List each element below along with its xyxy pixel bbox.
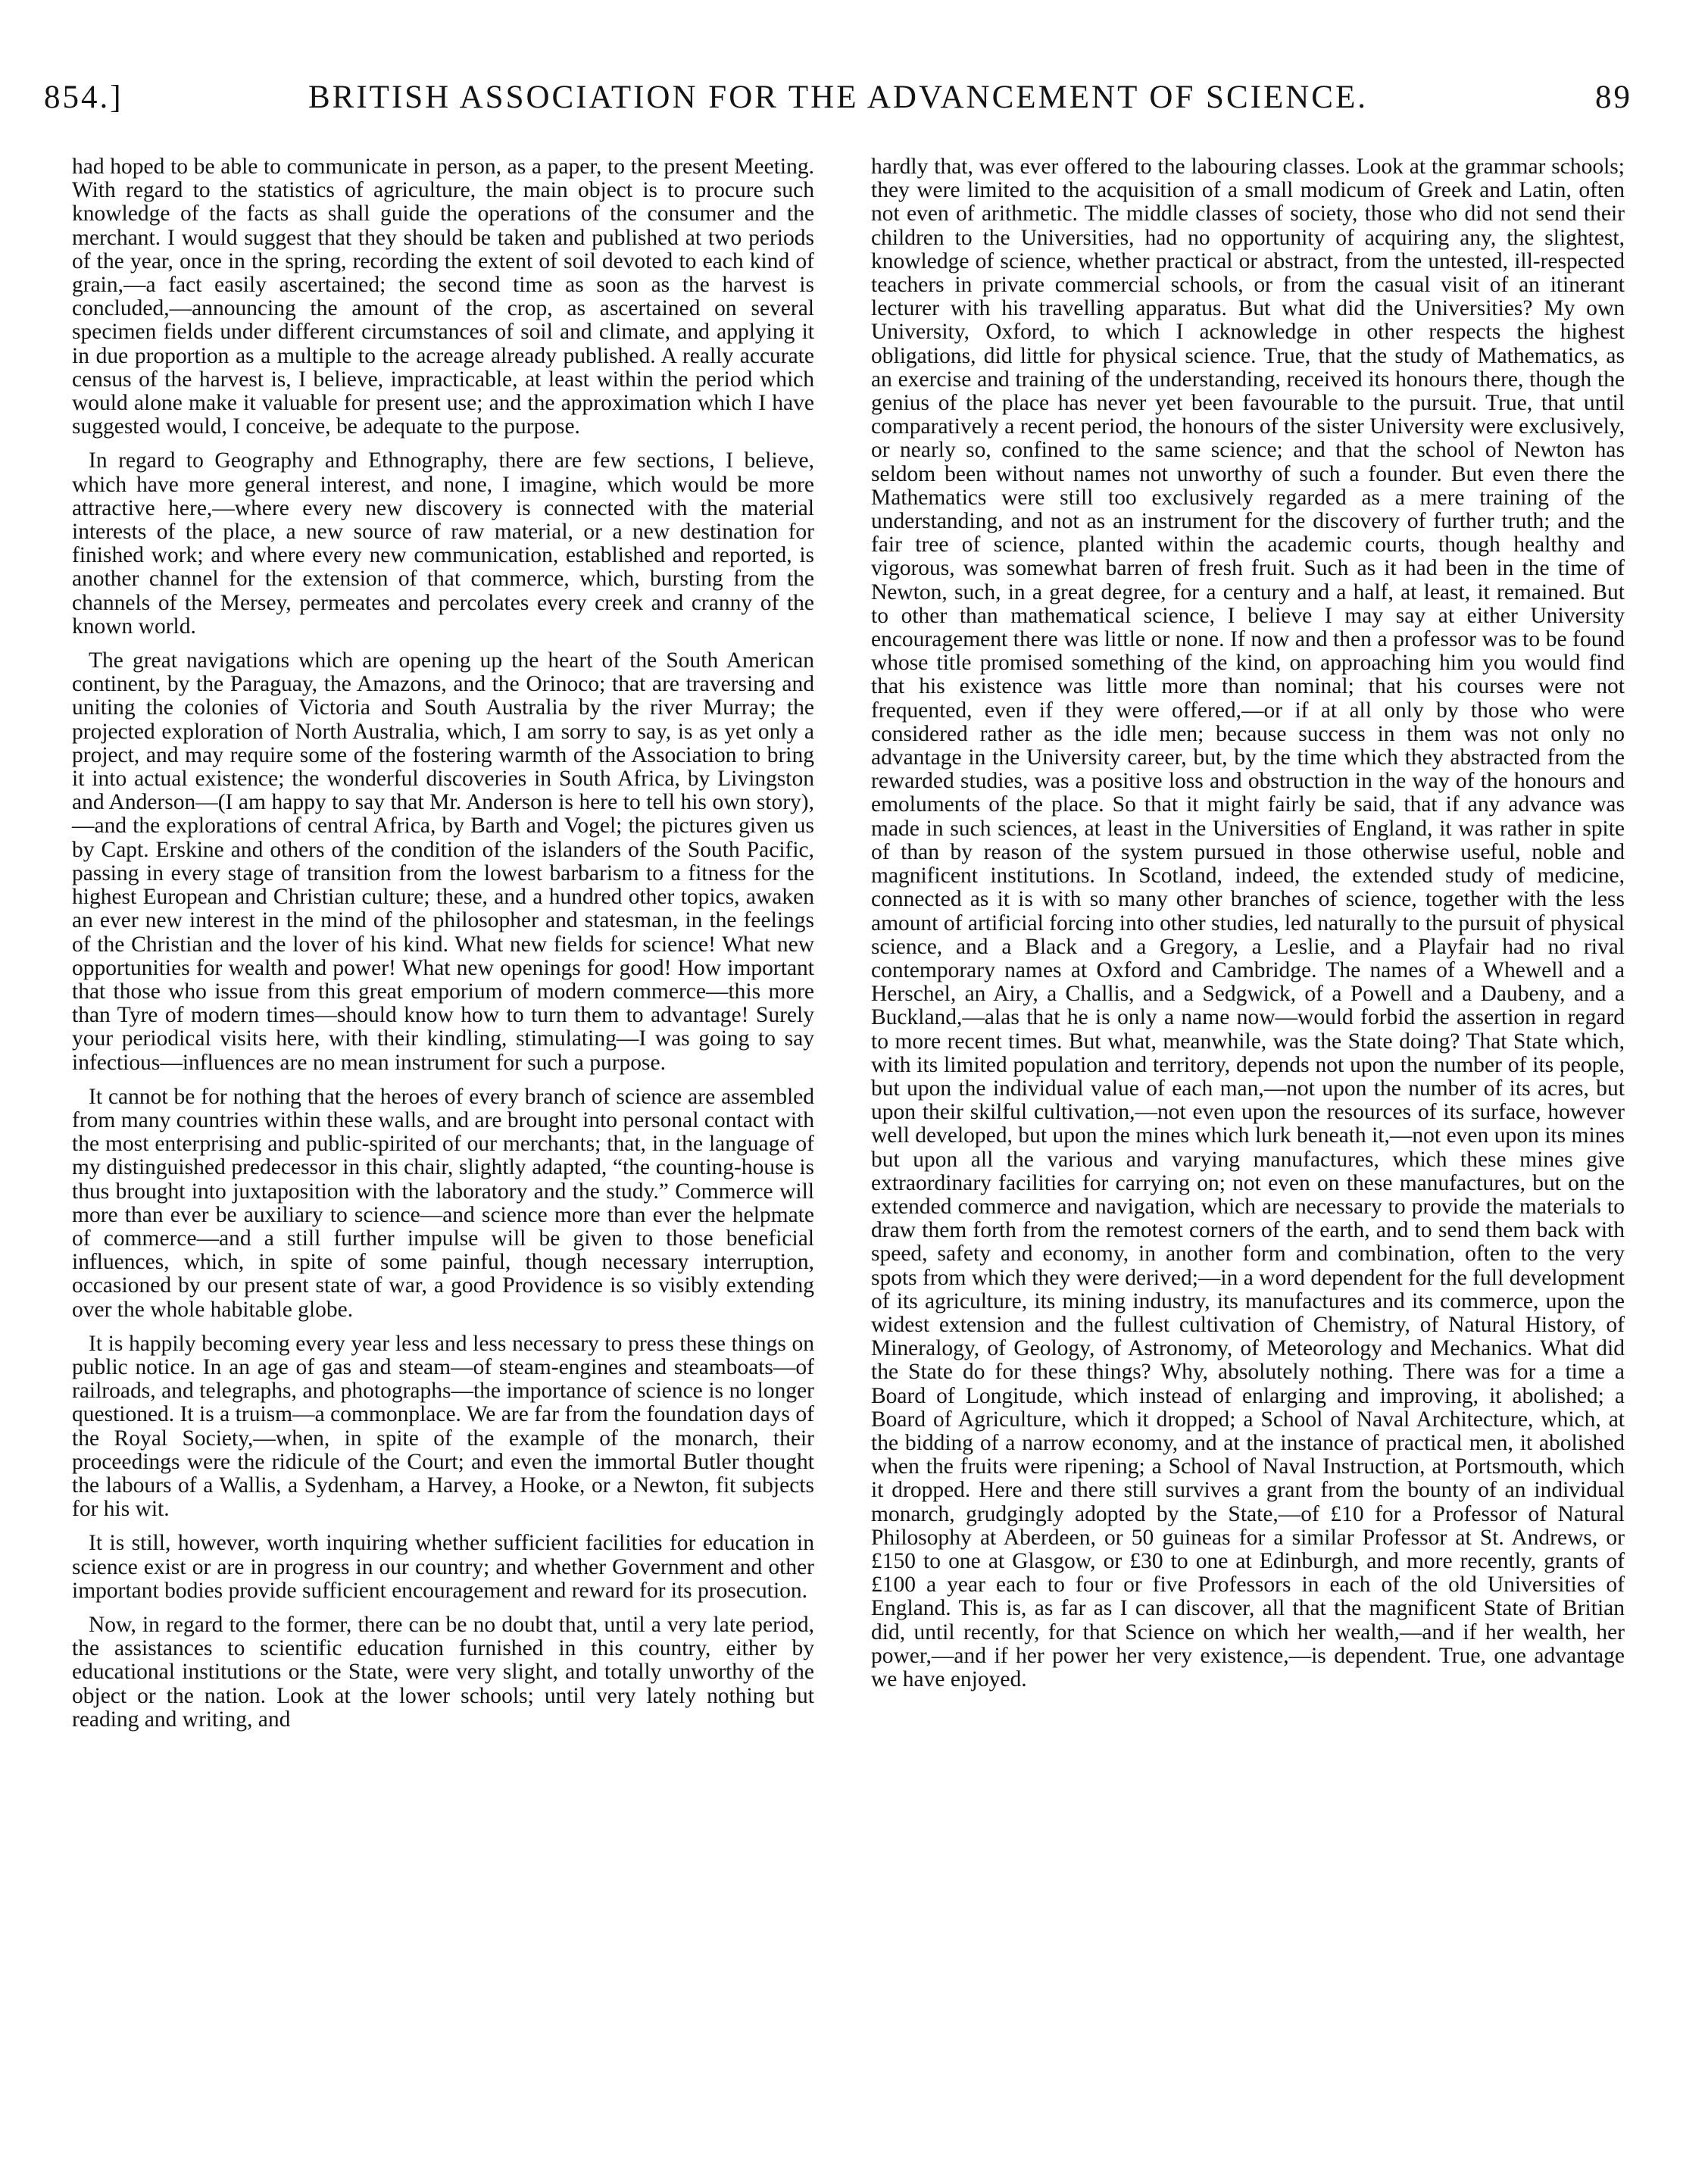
- header-year: 854.]: [44, 80, 123, 115]
- left-column: [72, 155, 814, 1742]
- paragraph: The great navigations which are opening up the heart of the South American continent, by the Paraguay, the Amazons, and the Orinoco; that are traversing and uniting the colonies of Victoria and South Australia by the river Murray; the projected exploration of North Australia, which, I am sorry to say, is as yet only a project, and may require some of the fostering warmth of the Association to bring it into actual existence; the wonderful discoveries in South Africa, by Livingston and Anderson—(I am happy to say that Mr. Anderson is here to tell his own story),—and the explorations of central Africa, by Barth and Vogel; the pictures given us by Capt. Erskine and others of the condition of the islanders of the South Pacific, passing in every stage of transition from the lowest barbarism to a fitness for the highest European and Christian culture; these, and a hundred other topics, awaken an ever new interest in the mind of the philosopher and statesman, in the feelings of the Christian and the lover of his kind. What new fields for science! What new opportunities for wealth and power! What new openings for good! How important that those who issue from this great emporium of modern commerce—this more than Tyre of modern times—should know how to turn them to advantage! Surely your periodical visits here, with their kindling, stimulating—I was going to say infectious—influences are no mean instrument for such a purpose.: [72, 648, 814, 1075]
- right-column: [871, 155, 1625, 1702]
- page-number: 89: [1595, 80, 1632, 115]
- paragraph: It is still, however, worth inquiring whether sufficient facilities for education in science exist or are in progress in our country; and whether Government and other important bodies provide sufficient encouragement and reward for its prosecution.: [72, 1531, 814, 1603]
- paragraph: In regard to Geography and Ethnography, there are few sections, I believe, which have more general interest, and none, I imagine, which would be more attractive here,—where every new discovery is connected with the material interests of the place, a new source of raw material, or a new destination for finished work; and where every new communication, established and reported, is another channel for the extension of that commerce, which, bursting from the channels of the Mersey, permeates and percolates every creek and cranny of the known world.: [72, 448, 814, 639]
- header-title: BRITISH ASSOCIATION FOR THE ADVANCEMENT OF SCIENCE.: [308, 80, 1368, 115]
- running-header: [44, 79, 1632, 127]
- paragraph: had hoped to be able to communicate in person, as a paper, to the present Meeting. With regard to the statistics of agriculture, the main object is to procure such knowledge of the facts as shall guide the operations of the consumer and the merchant. I would suggest that they should be taken and published at two periods of the year, once in the spring, recording the extent of soil devoted to each kind of grain,—a fact easily ascertained; the second time as soon as the harvest is concluded,—announcing the amount of the crop, as ascertained on several specimen fields under different circumstances of soil and climate, and applying it in due proportion as a multiple to the acreage already published. A really accurate census of the harvest is, I believe, impracticable, at least within the period which would alone make it valuable for present use; and the approximation which I have suggested would, I conceive, be adequate to the purpose.: [72, 155, 814, 439]
- paragraph: It cannot be for nothing that the heroes of every branch of science are assembled from many countries within these walls, and are brought into personal contact with the most enterprising and public-spirited of our merchants; that, in the language of my distinguished predecessor in this chair, slightly adapted, “the counting-house is thus brought into juxtaposition with the laboratory and the study.” Commerce will more than ever be auxiliary to science—and science more than ever the helpmate of commerce—and a still further impulse will be given to those beneficial influences, which, in spite of some painful, though necessary interruption, occasioned by our present state of war, a good Providence is so visibly extending over the whole habitable globe.: [72, 1084, 814, 1322]
- paragraph: hardly that, was ever offered to the labouring classes. Look at the grammar schools; they were limited to the acquisition of a small modicum of Greek and Latin, often not even of arithmetic. The middle classes of society, those who did not send their children to the Universities, had no opportunity of acquiring any, the slightest, knowledge of science, whether practical or abstract, from the untested, ill-respected teachers in private commercial schools, or from the casual visit of an itinerant lecturer with his travelling apparatus. But what did the Universities? My own University, Oxford, to which I acknowledge in other respects the highest obligations, did little for physical science. True, that the study of Mathematics, as an exercise and training of the understanding, received its honours there, though the genius of the place has never yet been favourable to the pursuit. True, that until comparatively a recent period, the honours of the sister University were exclusively, or nearly so, confined to the same science; and that the school of Newton has seldom been without names not unworthy of such a founder. But even there the Mathematics were still too exclusively regarded as a mere training of the understanding, and not as an instrument for the discovery of further truth; and the fair tree of science, planted within the academic courts, though healthy and vigorous, was somewhat barren of fresh fruit. Such as it had been in the time of Newton, such, in a great degree, for a century and a half, at least, it remained. But to other than mathematical science, I believe I may say at either University encouragement there was little or none. If now and then a professor was to be found whose title promised something of the kind, on approaching him you would find that his existence was little more than nominal; that his courses were not frequented, even if they were offered,—or if at all only by those who were considered rather as the idle men; because success in them was not only no advantage in the University career, but, by the time which they abstracted from the rewarded studies, was a positive loss and obstruction in the way of the honours and emoluments of the place. So that it might fairly be said, that if any advance was made in such sciences, at least in the Universities of England, it was rather in spite of than by reason of the system pursued in those otherwise useful, noble and magnificent institutions. In Scotland, indeed, the extended study of medicine, connected as it is with so many other branches of science, together with the less amount of artificial forcing into other studies, led naturally to the pursuit of physical science, and a Black and a Gregory, a Leslie, and a Playfair had no rival contemporary names at Oxford and Cambridge. The names of a Whewell and a Herschel, an Airy, a Challis, and a Sedgwick, of a Powell and a Daubeny, and a Buckland,—alas that he is only a name now—would forbid the assertion in regard to more recent times. But what, meanwhile, was the State doing? That State which, with its limited population and territory, depends not upon the number of its people, but upon the individual value of each man,—not upon the number of its acres, but upon their skilful cultivation,—not even upon the resources of its surface, however well developed, but upon the mines which lurk beneath it,—not even upon its mines but upon all the various and varying manufactures, which these mines give extraordinary facilities for carrying on; not even on these manufactures, but on the extended commerce and navigation, which are necessary to provide the materials to draw them forth from the remotest corners of the earth, and to send them back with speed, safety and economy, in another form and combination, often to the very spots from which they were derived;—in a word dependent for the full development of its agriculture, its mining industry, its manufactures and its commerce, upon the widest extension and the fullest cultivation of Chemistry, of Natural History, of Mineralogy, of Geology, of Astronomy, of Meteorology and Mechanics. What did the State do for these things? Why, absolutely nothing. There was for a time a Board of Longitude, which instead of enlarging and improving, it abolished; a Board of Agriculture, which it dropped; a School of Naval Architecture, which, at the bidding of a narrow economy, and at the instance of practical men, it abolished when the fruits were ripening; a School of Naval Instruction, at Portsmouth, which it dropped. Here and there still survives a grant from the bounty of an individual monarch, grudgingly adopted by the State,—of £10 for a Professor of Natural Philosophy at Aberdeen, or 50 guineas for a similar Professor at St. Andrews, or £150 to one at Glasgow, or £30 to one at Edinburgh, and more recently, grants of £100 a year each to four or five Professors in each of the old Universities of England. This is, as far as I can discover, all that the magnificent State of Britian did, until recently, for that Science on which her wealth,—and if her wealth, her power,—and if her power her very existence,—is dependent. True, one advantage we have enjoyed.: [871, 155, 1625, 1691]
- paragraph: It is happily becoming every year less and less necessary to press these things on public notice. In an age of gas and steam—of steam-engines and steamboats—of railroads, and telegraphs, and photographs—the importance of science is no longer questioned. It is a truism—a commonplace. We are far from the foundation days of the Royal Society,—when, in spite of the example of the monarch, their proceedings were the ridicule of the Court; and even the immortal Butler thought the labours of a Wallis, a Sydenham, a Harvey, a Hooke, or a Newton, fit subjects for his wit.: [72, 1331, 814, 1522]
- paragraph: Now, in regard to the former, there can be no doubt that, until a very late period, the assistances to scientific education furnished in this country, either by educational institutions or the State, were very slight, and totally unworthy of the object or the nation. Look at the lower schools; until very lately nothing but reading and writing, and: [72, 1612, 814, 1732]
